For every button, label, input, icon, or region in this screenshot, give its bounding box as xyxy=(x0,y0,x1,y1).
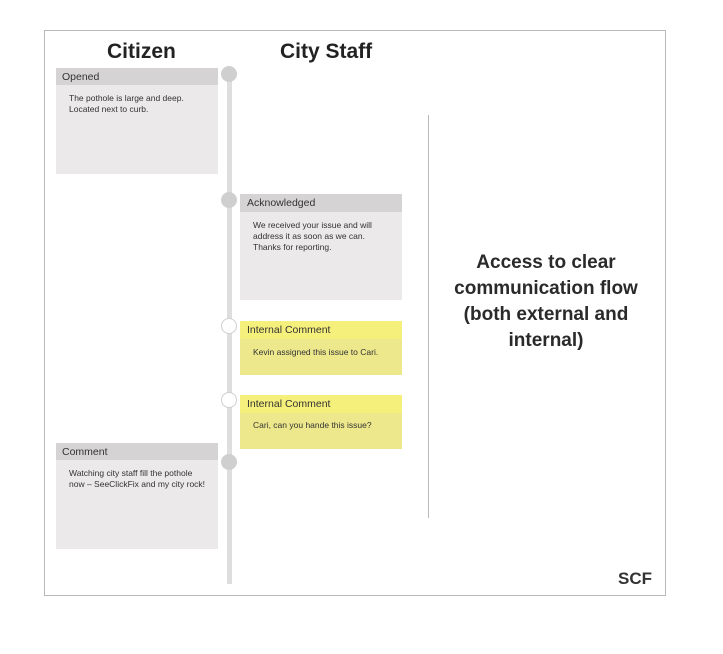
timeline-node-internal-2 xyxy=(221,392,237,408)
internal-comment-2-text: Cari, can you hande this issue? xyxy=(253,420,372,430)
brand-mark: SCF xyxy=(618,569,652,588)
callout-text: Access to clear communication flow (both external and internal) xyxy=(454,252,638,351)
internal-comment-card-2 xyxy=(240,395,402,449)
comment-card xyxy=(56,443,218,549)
acknowledged-card-text: We received your issue and will address it as soon as we can. Thanks for reporting. xyxy=(253,220,372,252)
opened-card xyxy=(56,68,218,174)
city-staff-column-heading: City Staff xyxy=(280,40,373,63)
timeline-node-acknowledged xyxy=(221,192,237,208)
acknowledged-card-title: Acknowledged xyxy=(240,194,402,212)
internal-comment-card-1 xyxy=(240,321,402,375)
citizen-column-heading: Citizen xyxy=(107,40,176,63)
timeline-node-opened xyxy=(221,66,237,82)
internal-comment-2-title: Internal Comment xyxy=(240,395,402,413)
timeline-node-internal-1 xyxy=(221,318,237,334)
opened-card-text: The pothole is large and deep. Located next to curb. xyxy=(69,93,184,114)
internal-comment-1-text: Kevin assigned this issue to Cari. xyxy=(253,347,379,357)
internal-comment-1-title: Internal Comment xyxy=(240,321,402,339)
comment-card-text: Watching city staff fill the pothole now – SeeClickFix and my city rock! xyxy=(69,468,206,489)
comment-card-title: Comment xyxy=(56,443,218,460)
opened-card-title: Opened xyxy=(56,68,218,85)
acknowledged-card xyxy=(240,194,402,300)
timeline-node-comment xyxy=(221,454,237,470)
vertical-divider xyxy=(428,115,429,518)
